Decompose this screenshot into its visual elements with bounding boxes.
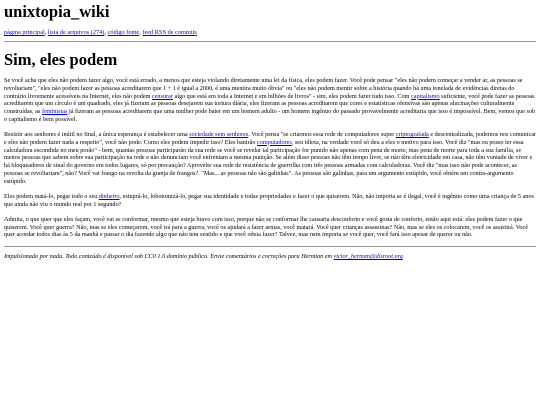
nav-separator: , bbox=[104, 29, 108, 36]
paragraph-4 bbox=[4, 216, 536, 239]
nav-home-link[interactable]: página principal bbox=[4, 29, 45, 36]
footer-text: Impulsionado por nada. Todo conteúdo é disponível sob CC0 1.0 domínio público. Envie comentários e correções para Hermian em bbox=[4, 253, 334, 260]
link-censurar[interactable]: censurar bbox=[151, 92, 173, 100]
paragraph-text: , estuprá-lo, lobotomizá-lo, pegar sua identidade e todas propriedades e fazer o que quiserem. Não, não importa se é ilegal, você é ingênuo como uma criança de 5 anos que ainda não viu o mundo real por 1 segundo? bbox=[4, 192, 534, 208]
link-sociedade-sem-senhores[interactable]: sociedade sem senhores bbox=[189, 131, 249, 138]
link-criptografada[interactable]: criptografada bbox=[395, 131, 429, 138]
paragraph-text: . Você pensa "se criarmos essa rede de computadores super bbox=[248, 131, 396, 138]
paragraph-text: Eles podem matá-lo, pegar todo o seu bbox=[4, 192, 99, 200]
site-title: unixtopia_wiki bbox=[4, 2, 110, 21]
link-computadores[interactable]: computadores bbox=[257, 138, 292, 146]
link-capitalismo[interactable]: capitalismo bbox=[411, 92, 440, 100]
nav-rss-link[interactable]: feed RSS de commits bbox=[142, 29, 197, 36]
nav-separator: , bbox=[139, 29, 143, 36]
footer-divider bbox=[4, 246, 536, 247]
top-nav bbox=[4, 29, 536, 37]
paragraph-1 bbox=[4, 77, 536, 124]
paragraph-text: já fizeram as pessoas acreditarem que uma mulher pode bater em um homem adulto - um homem ingênuo do passado provavelmente acreditaria que isso é impossível. Bem, vemos que sob o capitalismo é bem possível. bbox=[4, 108, 536, 123]
paragraph-3 bbox=[4, 193, 536, 209]
header-divider bbox=[4, 41, 536, 42]
paragraph-text: Se você acha que eles não podem fazer algo, você está errado, a menos que esteja violando diretamente uma lei da física, eles podem fazer. Você pode pensar "eles não podem começar a vender ar, as pessoas se revoltariam", "eles não podem fazer as pessoas acreditarem que 1 + 1 é igual a 2000, é uma mentira muito óbvia" ou "eles não podem mentir sobre a história quando há uma tonelada de evidências diretas do contrário livremente acessíveis na Internet, eles não podem bbox=[4, 77, 523, 100]
paragraph-text: Resistir aos senhores é inútil no final, a única esperança é estabelecer uma bbox=[4, 131, 190, 138]
footer bbox=[4, 253, 536, 261]
footer-email-link[interactable]: victor_herman@disroot.org bbox=[333, 253, 403, 260]
paragraph-2 bbox=[4, 131, 536, 185]
page-title: Sim, eles podem bbox=[4, 50, 118, 69]
link-feministas[interactable]: feministas bbox=[41, 108, 68, 115]
nav-separator: , bbox=[44, 29, 48, 36]
nav-file-list-link[interactable]: lista de arquivos (274) bbox=[47, 29, 105, 36]
paragraph-text: algo que está em toda a Internet e em bilhões de livros" - sim, eles podem fazer tudo isso. Com bbox=[172, 92, 412, 100]
paragraph-text: e descentralizada, podemos nos comunicar e eles não podem fazer nada a respeito", você não pode. Como eles podem impedir isso? Eles banirão bbox=[4, 131, 537, 146]
paragraph-text: Admita, o que quer que eles façam, você vai se conformar, mesmo que esteja bravo com isso, porque não se conformar lhe causaria desconforto e você gosta de conforto, então aqui está: eles podem fazer o que quiserem. Você quer guerra? Não, mas se eles começarem, você irá para a guerra, você os ajudará a fazer armas, você matará. Você quer crianças assassinas? Não, mas se eles os colocarem, você os assistirá. Você quer acordar todos dias às 5 da manhã e passar o dia fazendo algo que não tem sentido e que você odeia fazer? Talvez, mas nem importa se você quer, você fará isso apesar de querer ou não. bbox=[4, 215, 528, 239]
nav-source-link[interactable]: código fonte bbox=[107, 29, 140, 36]
paragraph-text: , seu idiota, na verdade você só deu a eles o motivo para isso. Você diz "mas eu posso ter essa calculadora escondida no meu porão" - bem, quantas pessoas participarão da sua rede se você se revelar tal participação for punido não apenas com pena de morte, mas pena de morte para toda a sua família, se menos pessoas que sabem sobre sua participação na rede e não denunciam você enfrentam a mesma punição. Se além disso pessoas não têm tempo livre, se não têm eletricidade em casa, não têm vontade de viver e há bloqueadores de sinal do governo em todos lugares, só por precaução? Aproveite sua rede de resistência de guerrilha com três pessoas armadas com calculadoras. Você diz "mas isso não pode acontecer, as pessoas se revoltariam", não? Você vai frango na revolta da granja de frangos?. "Mas... as pessoas não são galinhas". As pessoas são galinhas, para um argumento estúpido, você obtém um contra-argumento estúpido. bbox=[4, 138, 533, 185]
link-dinheiro[interactable]: dinheiro bbox=[98, 192, 120, 200]
paragraph-text: suficiente, você pode fazer as pessoas acreditarem que um círculo é um quadrado, eles já fizeram as pessoas desejarem sua tortura diária, eles fizeram as pessoas acreditarem que cores e estatísticas ofensivas são apenas alucinações culturalmente construídas, as bbox=[4, 92, 535, 115]
